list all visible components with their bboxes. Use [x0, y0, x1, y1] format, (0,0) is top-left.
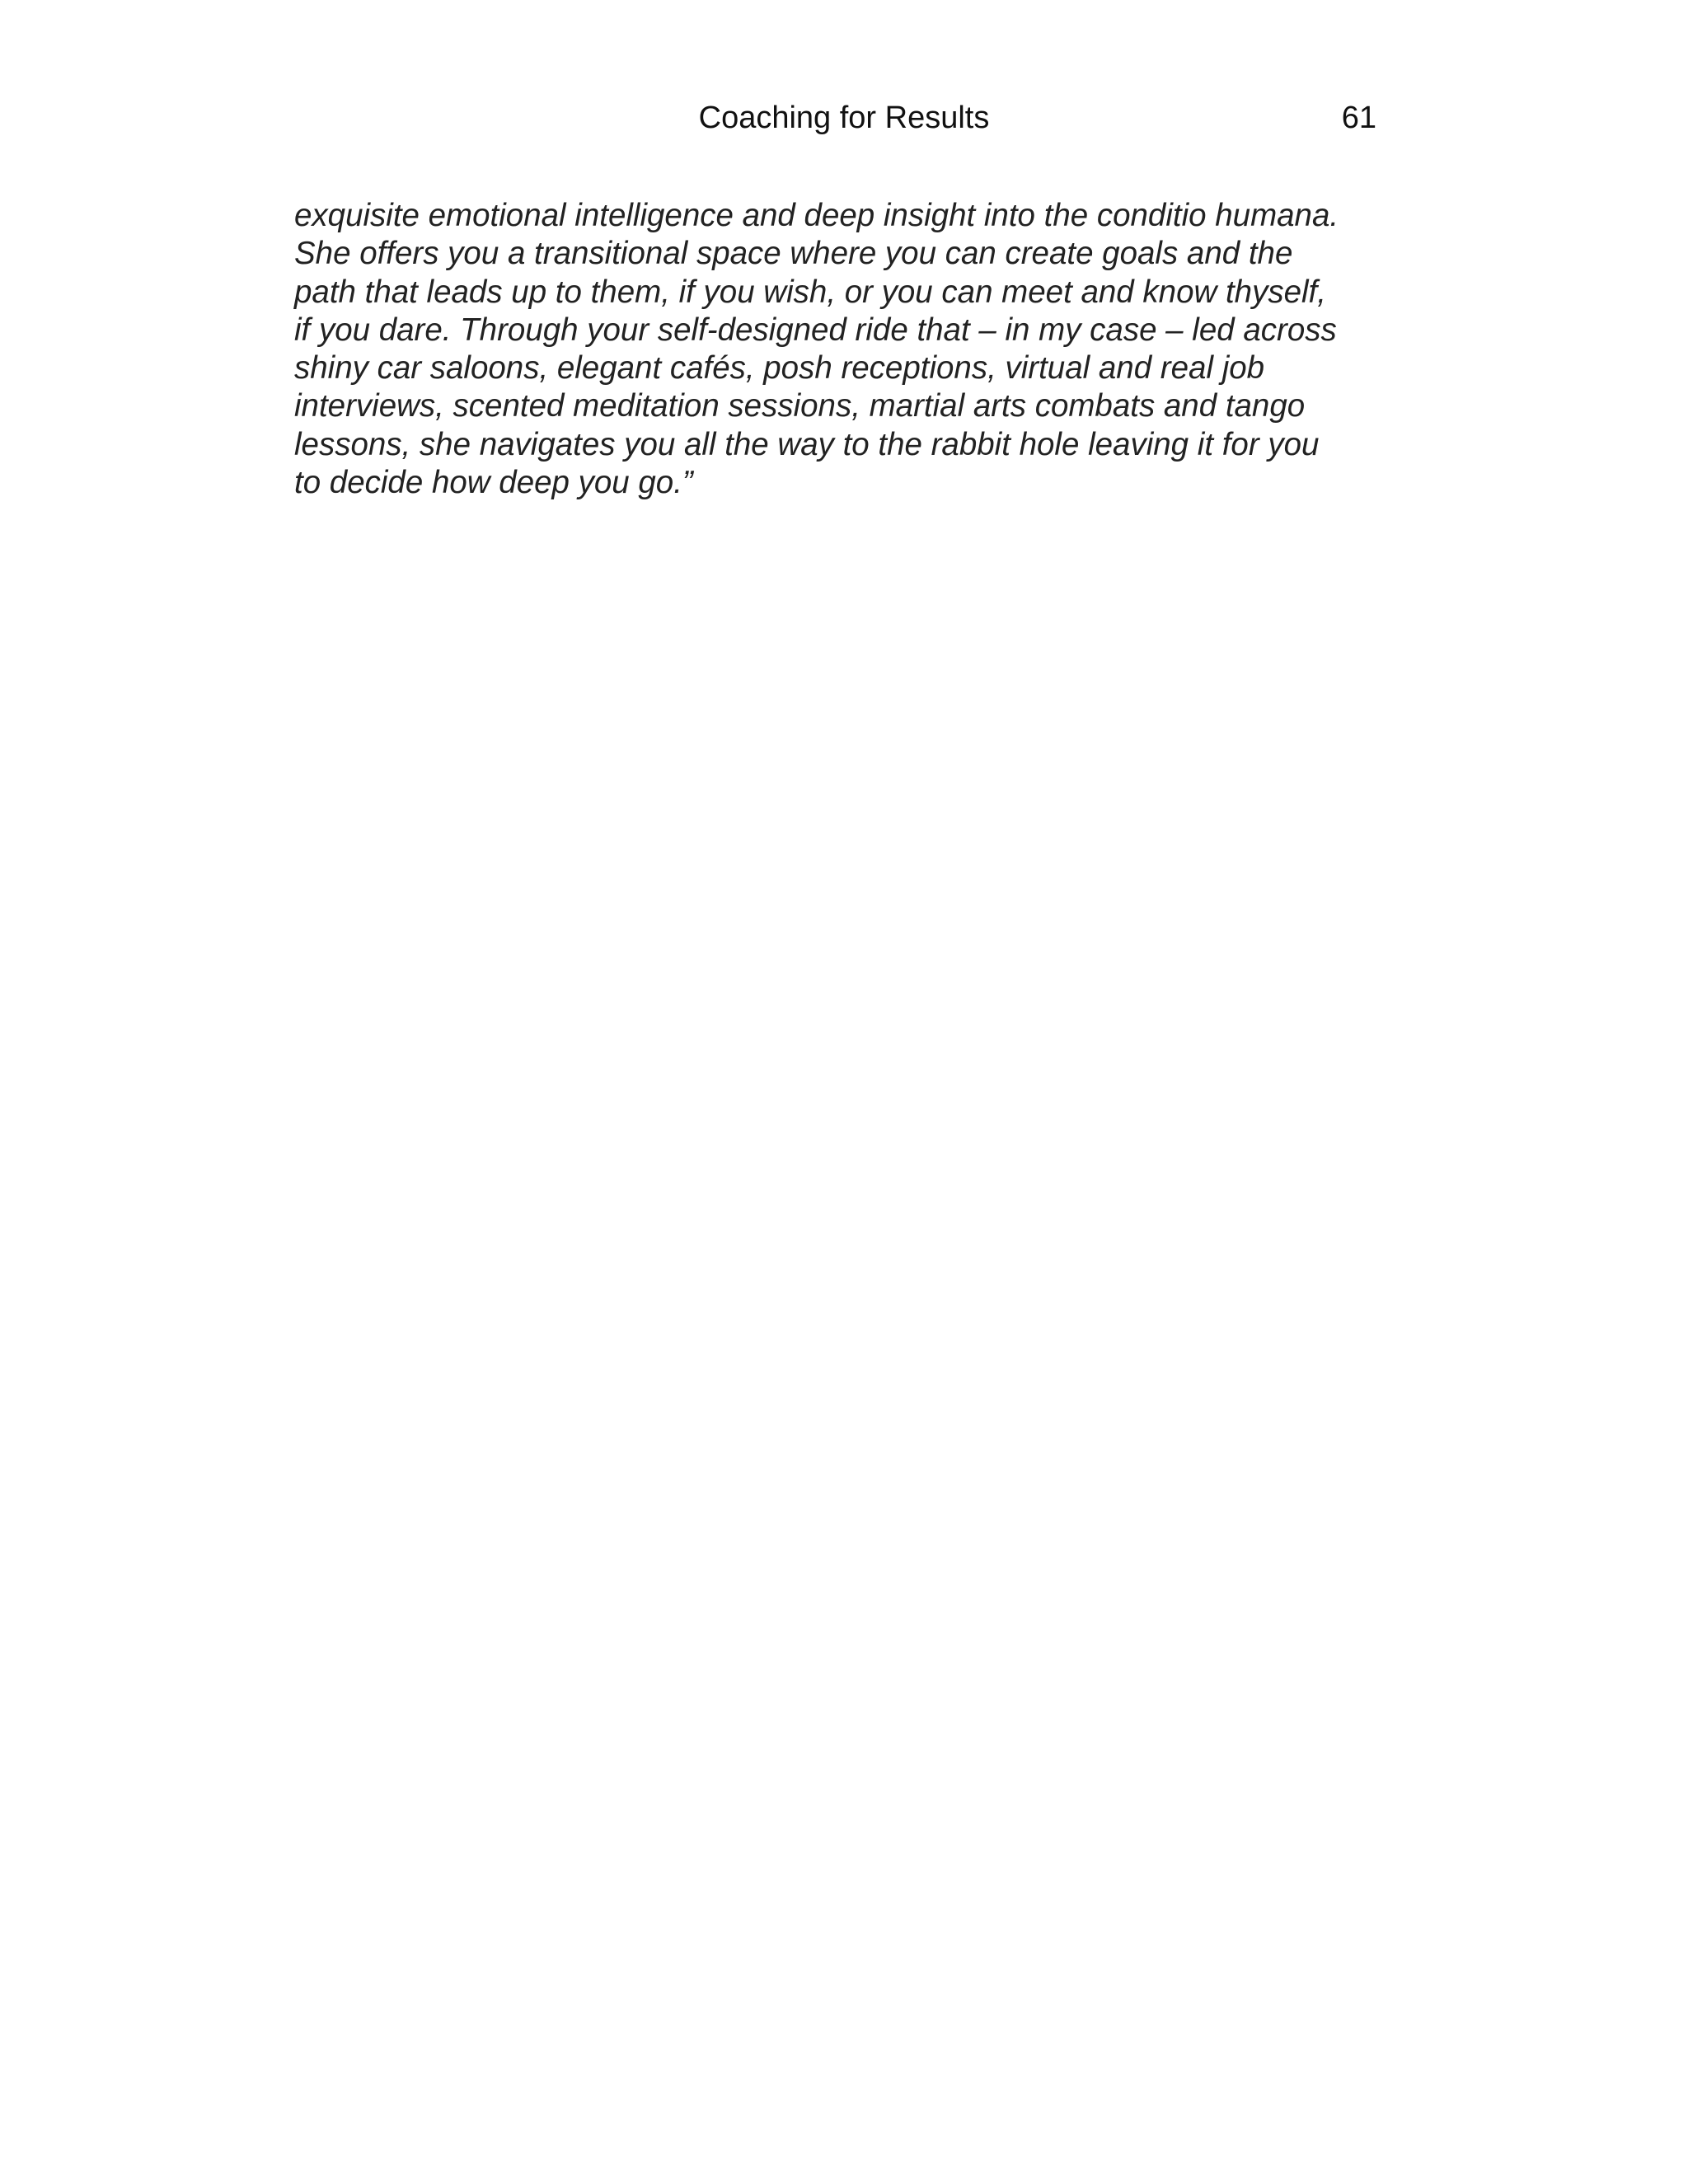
- running-header-title: Coaching for Results: [698, 101, 990, 135]
- paragraph-line: exquisite emotional intelligence and deep insight into the conditio humana.: [294, 198, 1339, 233]
- paragraph-line: lessons, she navigates you all the way to the rabbit hole leaving it for you: [294, 426, 1320, 462]
- paragraph-line: shiny car saloons, elegant cafés, posh receptions, virtual and real job: [294, 350, 1265, 387]
- quoted-paragraph: [294, 197, 1390, 502]
- paragraph-line: to decide how deep you go.”: [294, 465, 693, 501]
- page-number: 61: [1341, 101, 1376, 135]
- running-header: [0, 97, 1688, 138]
- paragraph-line: path that leads up to them, if you wish, or you can meet and know thyself,: [294, 274, 1326, 310]
- paragraph-line: She offers you a transitional space where you can create goals and the: [294, 236, 1293, 272]
- paragraph-line: interviews, scented meditation sessions, martial arts combats and tango: [294, 388, 1306, 424]
- paragraph-line: if you dare. Through your self-designed ride that – in my case – led across: [294, 312, 1337, 348]
